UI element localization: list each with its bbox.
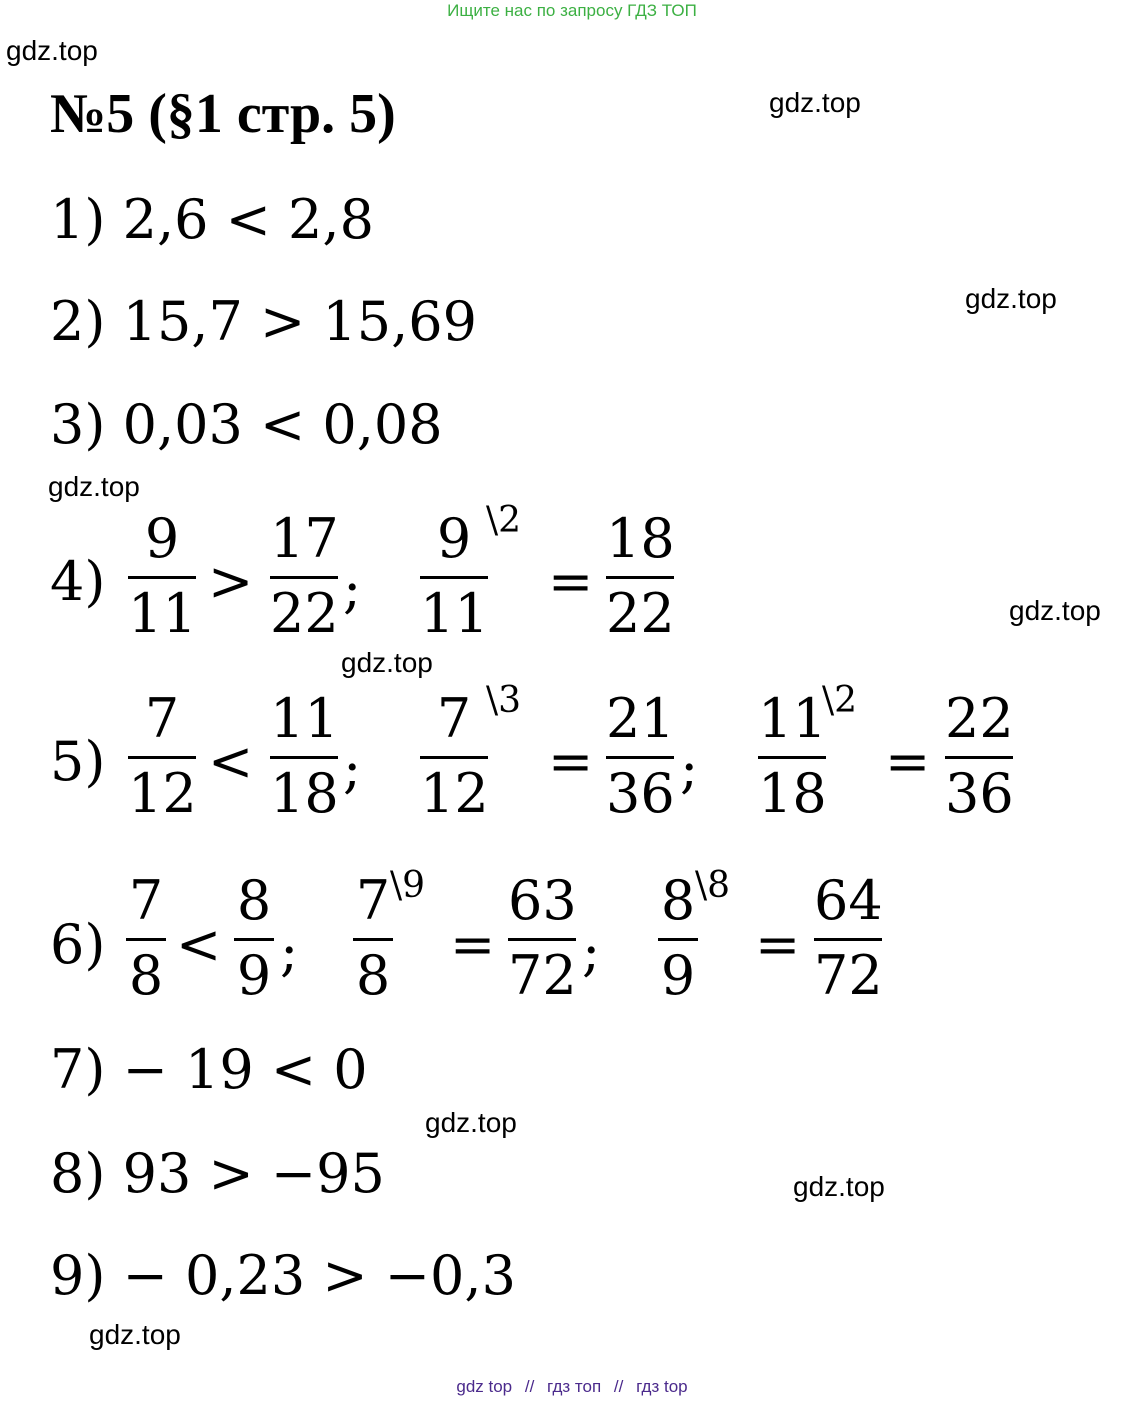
multiplier: \8: [695, 865, 731, 906]
item-label: 4): [50, 550, 106, 613]
watermark: gdz.top: [965, 283, 1057, 314]
fraction: 8 9: [658, 874, 698, 1007]
watermark: gdz.top: [769, 87, 861, 118]
watermark: gdz.top: [341, 647, 433, 678]
answer-line-8: 8) 93 > −95: [50, 1142, 385, 1205]
fraction: 7 8: [126, 874, 166, 1007]
separator: ;: [280, 920, 299, 983]
fraction: 17 22: [270, 507, 339, 645]
footer-separator: //: [524, 1377, 535, 1396]
page-title: №5 (§1 стр. 5): [50, 83, 396, 145]
fraction: 11 18: [270, 687, 339, 825]
equals-sign: =: [885, 730, 931, 793]
fraction: 11 18: [758, 687, 827, 825]
equals-sign: =: [755, 913, 801, 976]
comparison-sign: <: [208, 730, 254, 793]
footer-link-gdz-top-ru[interactable]: гдз топ: [547, 1377, 602, 1396]
fraction: 9 11: [420, 507, 489, 645]
item-label: 5): [50, 730, 106, 793]
fraction: 7 12: [420, 687, 489, 825]
item-label: 6): [50, 913, 106, 976]
answer-line-1: 1) 2,6 < 2,8: [50, 188, 374, 251]
fraction: 22 36: [945, 687, 1014, 825]
multiplier: \2: [822, 680, 858, 721]
separator: ;: [343, 737, 362, 800]
watermark: gdz.top: [48, 471, 140, 502]
footer-separator: //: [613, 1377, 624, 1396]
multiplier: \9: [390, 865, 426, 906]
watermark: gdz.top: [793, 1171, 885, 1202]
fraction: 64 72: [814, 869, 883, 1007]
equals-sign: =: [548, 730, 594, 793]
separator: ;: [582, 920, 601, 983]
watermark: gdz.top: [6, 35, 98, 66]
answer-line-2: 2) 15,7 > 15,69: [50, 290, 477, 353]
fraction: 9 11: [128, 507, 197, 645]
answer-line-7: 7) − 19 < 0: [50, 1038, 368, 1101]
answer-line-9: 9) − 0,23 > −0,3: [50, 1244, 516, 1307]
fraction: 7 12: [128, 687, 197, 825]
footer-link-gdz-top[interactable]: gdz top: [456, 1377, 513, 1396]
watermark: gdz.top: [425, 1107, 517, 1138]
footer-links: [0, 1377, 1144, 1397]
fraction: 21 36: [606, 687, 675, 825]
separator: ;: [680, 737, 699, 800]
comparison-sign: >: [208, 550, 254, 613]
fraction: 8 9: [234, 874, 274, 1007]
multiplier: \3: [486, 680, 522, 721]
separator: ;: [343, 557, 362, 620]
watermark: gdz.top: [89, 1319, 181, 1350]
equals-sign: =: [450, 913, 496, 976]
watermark: gdz.top: [1009, 595, 1101, 626]
comparison-sign: <: [176, 913, 222, 976]
fraction: 7 8: [353, 874, 393, 1007]
equals-sign: =: [548, 550, 594, 613]
fraction: 63 72: [508, 869, 577, 1007]
footer-link-gdz-top-mixed[interactable]: гдз top: [636, 1377, 688, 1396]
fraction: 18 22: [606, 507, 675, 645]
multiplier: \2: [486, 500, 522, 541]
top-banner: Ищите нас по запросу ГДЗ ТОП: [447, 1, 697, 20]
answer-line-3: 3) 0,03 < 0,08: [50, 393, 443, 456]
